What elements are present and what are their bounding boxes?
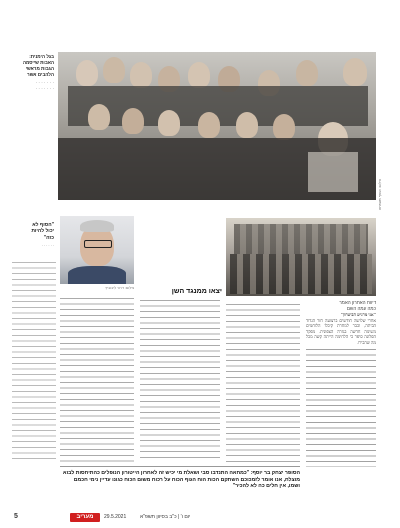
caption-line: בגל הימנית:	[29, 54, 54, 59]
text-column-2	[226, 304, 300, 462]
pull-quote: הסופר יצחק בר יוסף: "כמחאה התנדבו סבי ושאלת מי יכיש זה לאחרון הייטורון הנופלים כהתיחסות לבוא מוצלח, אנו אומר לזמכוכם השתקם הכות הוח הגוף הכוח על רכוח משום הכוח כגונו עדיין נימי חכמם ושמו, אין חלים כה לא להכיר"	[60, 466, 300, 503]
page-footer	[0, 510, 400, 528]
photo-credit: צילום: אוסף משפחה	[378, 179, 382, 210]
section-label: יום ו' | כ"ב בסיוון תשפ"א	[140, 514, 191, 520]
group-photo-large	[58, 52, 376, 200]
author-portrait	[60, 216, 134, 284]
text-column-3	[140, 300, 220, 462]
caption-line: האבות שייסמה	[22, 60, 54, 65]
text-column-5	[12, 262, 56, 462]
caption-line: הגבות מראשי	[25, 66, 54, 71]
caption-line: הלהבים אשר	[27, 72, 54, 77]
author-headline: יצאו ממנגד השן	[171, 288, 222, 295]
issue-date: 29.5.2021	[104, 514, 127, 520]
photo2-caption: דיווח האחרון האמר כמה עמה השם	[339, 300, 376, 311]
page-number: 5	[14, 513, 18, 520]
text-column-4	[60, 298, 134, 462]
group-photo-small	[226, 218, 376, 296]
brand-logo: מעריב	[70, 513, 100, 522]
portrait-credit: צילום: דרור ליבוביץ	[105, 286, 134, 290]
top-photo-caption: בגל הימנית: האבות שייסמה הגבות מראשי הלהבים אשר · · · · · · · · · · · · · ·	[18, 54, 54, 92]
text-column-right: "אני מרגיש הביטחון" אחרי שלושה חודשים ברצועה חזר הגדוד הביתה, וכבר למחרת קיבלו הלוחמים משימה חדשה בגזרה הצפונית. מפקד הפלוגה סיפר כי הלחימה הייתה קשה מכל מה שהכירו.	[306, 312, 376, 462]
side-quote: "הסוף לא יכול להיות כזה" · · · · · ·	[31, 222, 54, 248]
